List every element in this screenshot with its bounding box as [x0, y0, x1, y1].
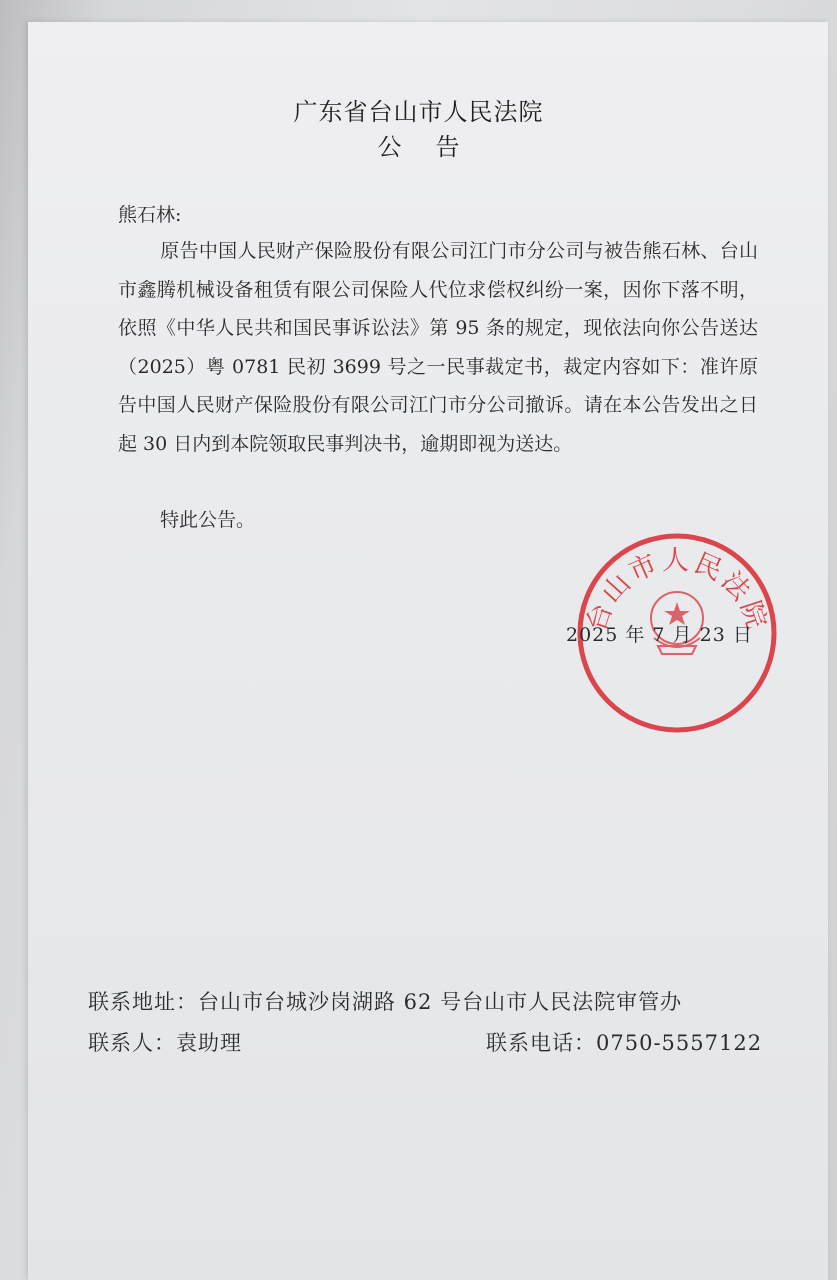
- document-type-heading: [0, 127, 837, 162]
- contact-address: 联系地址：台山市台城沙岗湖路 62 号台山市人民法院审管办: [88, 990, 683, 1014]
- notice-paragraph-text: 原告中国人民财产保险股份有限公司江门市分公司与被告熊石林、台山市鑫腾机械设备租赁有限公司保险人代位求偿权纠纷一案，因你下落不明，依照《中华人民共和国民事诉讼法》第 95 条的规定，现依法向你公告送达（2025）粤 0781 民初 3699 号之一民事裁定书，裁定内容如下：准许原告中国人民财产保险股份有限公司江门市分公司撤诉。请在本公告发出之日起 30 日内到本院领取民事判决书，逾期即视为送达。: [118, 240, 758, 455]
- court-title: 广东省台山市人民法院: [293, 98, 544, 126]
- issue-date: 2025 年 7 月 23 日: [566, 624, 753, 646]
- closing-line: 特此公告。: [160, 509, 256, 531]
- contact-person: 联系人：袁助理: [88, 1031, 242, 1055]
- addressee: 熊石林:: [118, 204, 182, 226]
- notice-paragraph: [118, 232, 758, 463]
- document-type-char-1: 公: [377, 133, 402, 161]
- contact-phone: 联系电话：0750-5557122: [486, 1031, 763, 1055]
- document-type-char-2: 告: [435, 133, 460, 161]
- seal-text: 台山市人民法院: [581, 545, 773, 636]
